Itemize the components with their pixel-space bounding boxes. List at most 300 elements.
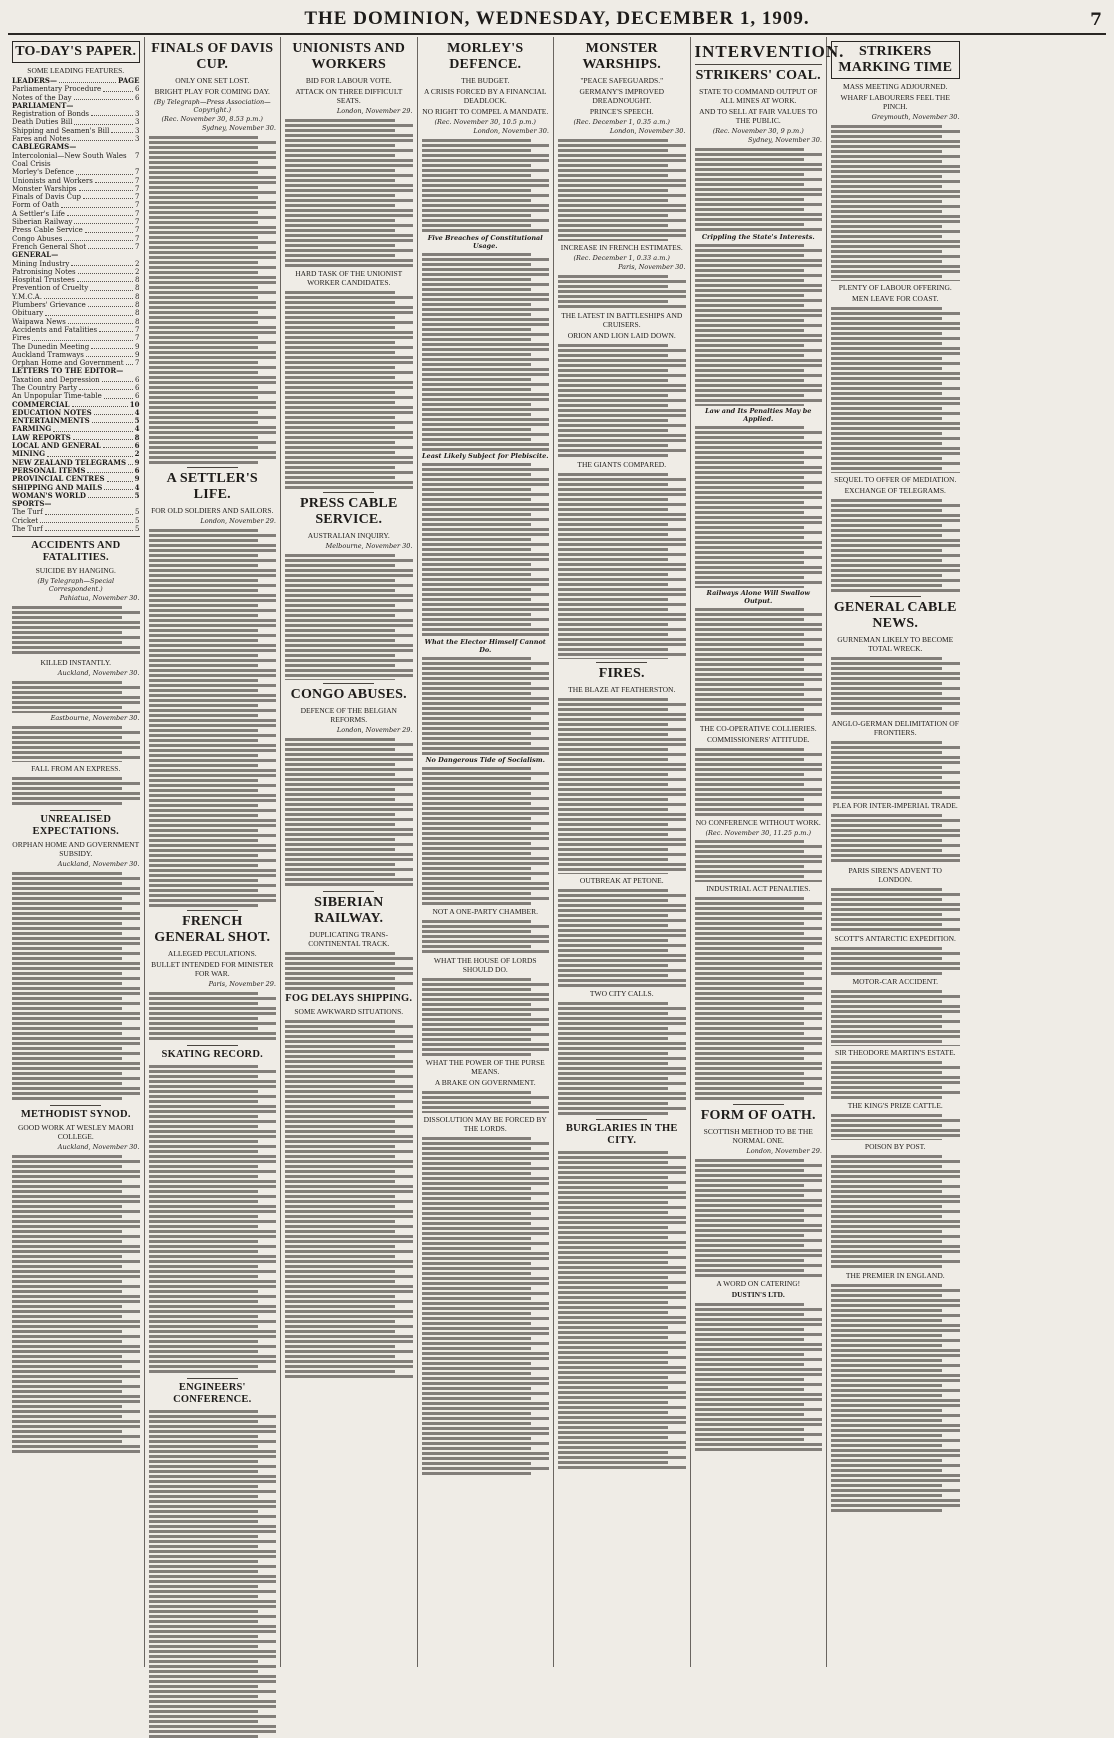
contents-item-label: Morley's Defence (12, 168, 74, 177)
column-4 (418, 37, 555, 1667)
contents-item-page: 7 (135, 325, 140, 334)
contents-item-label: Press Cable Service (12, 226, 83, 235)
article-text (831, 305, 960, 473)
article-text (695, 1157, 823, 1277)
contents-item-page: 9 (135, 342, 140, 351)
contents-item-label: ENTERTAINMENTS (12, 416, 90, 426)
contents-item-page: 4 (134, 482, 140, 492)
article-text (831, 945, 960, 975)
dateline: Paris, November 30. (618, 263, 686, 271)
contents-item-label: Death Duties Bill (12, 118, 73, 127)
leader-dots (76, 168, 133, 174)
contents-item-page: 7 (135, 234, 140, 243)
article-text (831, 886, 960, 932)
contents-item-page: 6 (135, 85, 140, 94)
contents-item (12, 201, 140, 209)
leader-dots (40, 517, 133, 523)
wharf-labourers-subheading: WHARF LABOURERS FEEL THE PINCH. (840, 93, 950, 111)
received-line: (Rec. November 30, 10.5 p.m.) (434, 118, 536, 126)
least-likely-subheading: Least Likely Subject for Plebiscite. (421, 452, 549, 460)
article-text (12, 1153, 140, 1453)
budget-subheading: THE BUDGET. (461, 76, 510, 85)
dateline: London, November 30. (473, 127, 549, 135)
exchange-telegrams-subheading: EXCHANGE OF TELEGRAMS. (844, 486, 946, 495)
dateline: Auckland, November 30. (57, 1143, 140, 1152)
railways-subheading: Railways Alone Will Swallow Output. (706, 589, 810, 605)
leader-dots (64, 235, 133, 241)
article-text (12, 724, 140, 762)
plenty-labour-subheading: PLENTY OF LABOUR OFFERING. (838, 283, 952, 292)
burglaries-heading: BURGLARIES IN THE CITY. (565, 1123, 678, 1146)
contents-item-page: 6 (134, 441, 140, 451)
article-text (831, 123, 960, 281)
article-text (831, 1112, 960, 1140)
contents-item-label: Form of Oath (12, 201, 60, 210)
leader-dots (99, 326, 133, 332)
contents-item-label: Unionists and Workers (12, 176, 93, 185)
leader-dots (74, 118, 133, 124)
leader-dots (83, 193, 133, 199)
contents-item-label: Mining Industry (12, 259, 70, 268)
dateline: Auckland, November 30. (57, 669, 140, 678)
princes-speech-subheading: PRINCE'S SPEECH. (589, 107, 654, 116)
article-text (558, 342, 686, 458)
contents-item-label: Taxation and Depression (12, 375, 100, 384)
kings-cattle-subheading: THE KING'S PRIZE CATTLE. (847, 1101, 943, 1110)
french-general-heading: FRENCH GENERAL SHOT. (154, 914, 271, 945)
contents-item-label: Shipping and Seamen's Bill (12, 126, 110, 135)
column-2 (145, 37, 282, 1667)
contents-item (12, 301, 140, 309)
article-text (422, 765, 550, 905)
article-text (149, 134, 277, 464)
article-text (12, 775, 140, 807)
contents-item (12, 326, 140, 334)
crisis-subheading: A CRISIS FORCED BY A FINANCIAL DEADLOCK. (424, 87, 547, 105)
leader-dots (103, 442, 133, 448)
article-text (149, 1408, 277, 1738)
contents-item-page: 4 (134, 424, 140, 434)
dateline: Melbourne, November 30. (325, 542, 413, 550)
leader-dots (74, 94, 133, 100)
contents-item-label: A Settler's Life (12, 209, 65, 218)
contents-item (12, 143, 140, 151)
article-text (285, 736, 413, 888)
contents-item-page: 8 (135, 284, 140, 293)
contents-item-label: Orphan Home and Government (12, 359, 124, 368)
leader-dots (73, 434, 133, 440)
contents-item (12, 168, 140, 176)
dateline: Greymouth, November 30. (871, 113, 960, 121)
leader-dots (67, 210, 133, 216)
leader-dots (88, 492, 133, 498)
article-text (12, 604, 140, 656)
article-text (831, 497, 960, 593)
leader-dots (79, 185, 134, 191)
dateline: London, November 29. (336, 726, 413, 734)
contents-item (12, 177, 140, 185)
contents-item (12, 517, 140, 525)
contents-item-page: 7 (135, 168, 140, 177)
dustins-advert-name: DUSTIN'S LTD. (731, 1290, 785, 1299)
contents-item-label: Plumbers' Grievance (12, 301, 86, 310)
contents-item-page: 8 (135, 276, 140, 285)
contents-item (12, 102, 140, 110)
leader-dots (87, 467, 132, 473)
engineers-heading: ENGINEERS' CONFERENCE. (173, 1382, 252, 1405)
leader-dots (78, 268, 133, 274)
article-text (558, 273, 686, 309)
theodore-martin-subheading: SIR THEODORE MARTIN'S ESTATE. (834, 1048, 956, 1057)
contents-item-label: The Country Party (12, 383, 78, 392)
leader-dots (86, 351, 133, 357)
article-text (831, 988, 960, 1046)
article-text (422, 251, 550, 451)
leader-dots (59, 77, 116, 83)
contents-item (12, 185, 140, 193)
article-text (422, 1089, 550, 1113)
leader-dots (74, 218, 133, 224)
received-line: (Rec. November 30, 9 p.m.) (712, 127, 804, 135)
leader-dots (72, 401, 128, 407)
awkward-situations-subheading: SOME AWKWARD SITUATIONS. (294, 1007, 404, 1016)
general-cable-heading: GENERAL CABLE NEWS. (833, 600, 957, 631)
contents-item-page: 3 (135, 135, 140, 144)
article-text (695, 146, 823, 232)
petone-subheading: OUTBREAK AT PETONE. (579, 876, 664, 885)
commissioners-subheading: COMMISSIONERS' ATTITUDE. (706, 735, 810, 744)
contents-item-page: 4 (134, 407, 140, 417)
leader-dots (45, 508, 133, 514)
leader-dots (85, 226, 133, 232)
contents-item-label: Fires (12, 334, 31, 343)
contents-item (12, 260, 140, 268)
wesley-college-subheading: GOOD WORK AT WESLEY MAORI COLLEGE. (17, 1123, 134, 1142)
dateline: London, November 29. (746, 1147, 822, 1155)
article-text (695, 606, 823, 722)
giants-compared-subheading: THE GIANTS COMPARED. (577, 460, 667, 469)
contents-item (12, 85, 140, 93)
contents-item (12, 525, 140, 533)
belgian-reforms-subheading: DEFENCE OF THE BELGIAN REFORMS. (300, 706, 397, 724)
press-cable-heading: PRESS CABLE SERVICE. (299, 496, 398, 527)
orphan-home-subheading: ORPHAN HOME AND GOVERNMENT SUBSIDY. (12, 840, 140, 859)
article-text (285, 552, 413, 680)
contents-item-page: 3 (135, 110, 140, 119)
article-text (422, 976, 550, 1056)
contents-item-page: 2 (135, 267, 140, 276)
leader-dots (88, 243, 133, 249)
contents-item (12, 309, 140, 317)
contents-item (12, 284, 140, 292)
leader-dots (72, 135, 133, 141)
sequel-subheading: SEQUEL TO OFFER OF MEDIATION. (834, 475, 957, 484)
fair-values-subheading: AND TO SELL AT FAIR VALUES TO THE PUBLIC. (699, 107, 818, 125)
contents-item-page: 7 (135, 201, 140, 210)
contents-item-label: The Turf (12, 508, 43, 517)
contents-item (12, 127, 140, 135)
leader-dots (90, 284, 133, 290)
article-text (12, 679, 140, 713)
leader-dots (45, 525, 133, 531)
contents-item-page: 9 (135, 350, 140, 359)
methodist-heading: METHODIST SYNOD. (20, 1109, 131, 1121)
contents-item (12, 268, 140, 276)
contents-item-label: LOCAL AND GENERAL (12, 441, 101, 451)
brake-subheading: A BRAKE ON GOVERNMENT. (434, 1078, 536, 1087)
contents-item-page: 7 (135, 334, 140, 343)
contents-item-page: 8 (135, 309, 140, 318)
contents-item-label: MINING (12, 449, 46, 459)
contents-item (12, 508, 140, 516)
column-6 (691, 37, 845, 1667)
contents-item (12, 384, 140, 392)
contents-item-label: LETTERS TO THE EDITOR— (12, 366, 124, 376)
column-7 (827, 37, 964, 1667)
bullet-subheading: BULLET INTENDED FOR MINISTER FOR WAR. (151, 960, 274, 978)
article-text (695, 424, 823, 588)
soldiers-sailors-subheading: FOR OLD SOLDIERS AND SAILORS. (151, 506, 274, 515)
congo-heading: CONGO ABUSES. (290, 687, 407, 702)
contents-item-label: Siberian Railway (12, 218, 73, 227)
contents-item (12, 251, 140, 259)
dreadnought-subheading: GERMANY'S IMPROVED DREADNOUGHT. (579, 87, 664, 105)
contents-item-label: The Dunedin Meeting (12, 342, 90, 351)
article-text (422, 137, 550, 233)
advert-text (695, 1301, 823, 1451)
contents-item-page: 3 (135, 126, 140, 135)
contents-item-page: 6 (135, 375, 140, 384)
french-estimates-subheading: INCREASE IN FRENCH ESTIMATES. (560, 243, 683, 252)
peculations-subheading: ALLEGED PECULATIONS. (167, 949, 257, 958)
article-text (831, 1059, 960, 1099)
contents-item-label: Notes of the Day (12, 93, 72, 102)
co-operative-subheading: THE CO-OPERATIVE COLLIERIES. (699, 724, 817, 733)
law-penalties-subheading: Law and Its Penalties May be Applied. (705, 407, 812, 423)
contents-item-page: 7 (135, 176, 140, 185)
mandate-subheading: NO RIGHT TO COMPEL A MANDATE. (422, 107, 549, 116)
industrial-act-subheading: INDUSTRIAL ACT PENALTIES. (706, 884, 811, 893)
davis-cup-subheading: ONLY ONE SET LOST. (175, 76, 250, 85)
scottish-method-subheading: SCOTTISH METHOD TO BE THE NORMAL ONE. (703, 1127, 813, 1145)
dateline: Sydney, November 30. (747, 136, 822, 144)
contents-item (12, 77, 140, 85)
article-text (285, 117, 413, 267)
elector-subheading: What the Elector Himself Cannot Do. (424, 638, 546, 654)
contents-item-page: 2 (134, 449, 140, 459)
anglo-german-subheading: ANGLO-GERMAN DELIMITATION OF FRONTIERS. (831, 719, 959, 737)
leader-dots (47, 450, 133, 456)
newspaper-title: THE DOMINION, WEDNESDAY, DECEMBER 1, 1909. (304, 8, 810, 29)
leader-dots (68, 318, 133, 324)
article-text (831, 1153, 960, 1269)
contents-item (12, 293, 140, 301)
leader-dots (91, 343, 133, 349)
article-text (831, 739, 960, 799)
credit-line: (By Telegraph—Press Association—Copyright.) (153, 98, 271, 114)
contents-item-page: 5 (135, 516, 140, 525)
article-text (695, 895, 823, 1101)
strikers-marking-heading: STRIKERS MARKING TIME (831, 41, 960, 79)
contents-item-page: 7 (135, 242, 140, 251)
received-line: (Rec. December 1, 0.35 a.m.) (573, 118, 670, 126)
motor-car-subheading: MOTOR-CAR ACCIDENT. (852, 977, 939, 986)
five-breaches-subheading: Five Breaches of Constitutional Usage. (427, 234, 543, 250)
article-text (558, 471, 686, 659)
contents-item-page: 6 (135, 93, 140, 102)
article-text (149, 1063, 277, 1375)
accidents-heading: ACCIDENTS AND FATALITIES. (31, 540, 121, 564)
contents-item-page: 3 (135, 118, 140, 127)
contents-item-label: Patronising Notes (12, 267, 76, 276)
catering-advert-heading: A WORD ON CATERING! (716, 1279, 801, 1288)
leader-dots (126, 359, 133, 365)
contents-item (12, 235, 140, 243)
contents-item-page: 7 (135, 193, 140, 202)
contents-item (12, 152, 140, 169)
dateline: London, November 29. (336, 107, 413, 115)
leader-dots (44, 293, 133, 299)
contents-item-label: Hospital Trustees (12, 276, 75, 285)
crippling-subheading: Crippling the State's Interests. (701, 233, 815, 241)
leader-dots (77, 276, 133, 282)
warships-heading: MONSTER WARSHIPS. (582, 41, 661, 72)
article-text (831, 655, 960, 717)
leader-dots (95, 177, 133, 183)
contents-item-label: LEADERS— (12, 76, 57, 85)
no-conference-subheading: NO CONFERENCE WITHOUT WORK. (695, 818, 821, 827)
contents-item-page: 7 (135, 226, 140, 235)
contents-item-label: Congo Abuses (12, 234, 63, 243)
column-container (8, 37, 1106, 1667)
article-text (695, 838, 823, 882)
featherston-subheading: THE BLAZE AT FEATHERSTON. (568, 685, 676, 694)
unrealised-heading: UNREALISED EXPECTATIONS. (32, 814, 120, 838)
peace-safeguards-subheading: "PEACE SAFEGUARDS." (580, 76, 664, 85)
contents-item (12, 343, 140, 351)
contents-item-label: COMMERCIAL (12, 399, 70, 409)
contents-item-label: SPORTS— (12, 499, 52, 509)
contents-item-page: 7 (135, 218, 140, 227)
contents-item-label: Obituary (12, 309, 44, 318)
contents-item-page: 8 (135, 317, 140, 326)
article-text (422, 655, 550, 755)
received-line: (Rec. November 30, 8.53 p.m.) (161, 115, 263, 123)
house-of-lords-subheading: WHAT THE HOUSE OF LORDS SHOULD DO. (433, 956, 537, 974)
column-3 (281, 37, 418, 1667)
dateline: London, November 30. (609, 127, 686, 135)
leader-dots (45, 309, 133, 315)
mass-meeting-subheading: MASS MEETING ADJOURNED. (843, 82, 948, 91)
contents-item-page: 5 (135, 525, 140, 534)
contents-item (12, 376, 140, 384)
contents-item-page: 8 (135, 301, 140, 310)
contents-item-page: 7 (135, 151, 140, 160)
contents-item-label: PERSONAL ITEMS (12, 465, 86, 475)
contents-item (12, 110, 140, 118)
article-text (831, 1282, 960, 1512)
article-text (149, 990, 277, 1042)
article-text (831, 812, 960, 864)
contents-item-label: The Turf (12, 525, 43, 534)
dateline: Sydney, November 30. (201, 124, 276, 132)
paris-siren-subheading: PARIS SIREN'S ADVENT TO LONDON. (848, 866, 942, 884)
poison-post-subheading: POISON BY POST. (864, 1142, 926, 1151)
leading-features-subheading: SOME LEADING FEATURES. (27, 66, 125, 75)
dateline: Eastbourne, November 30. (50, 714, 140, 723)
contents-item (12, 226, 140, 234)
purse-subheading: WHAT THE POWER OF THE PURSE MEANS. (425, 1058, 545, 1076)
contents-item-label: WOMAN'S WORLD (12, 490, 86, 500)
contents-item-label: PROVINCIAL CENTRES (12, 474, 105, 484)
contents-item-label: Y.M.C.A. (12, 292, 42, 301)
contents-item-label: French General Shot (12, 242, 87, 251)
contents-item-label: SHIPPING AND MAILS (12, 482, 103, 492)
state-output-subheading: STATE TO COMMAND OUTPUT OF ALL MINES AT WORK. (699, 87, 818, 105)
leader-dots (32, 334, 133, 340)
australian-inquiry-subheading: AUSTRALIAN INQUIRY. (307, 531, 390, 540)
contents-item-page: 7 (135, 184, 140, 193)
fog-heading: FOG DELAYS SHIPPING. (285, 993, 413, 1004)
contents-item (12, 318, 140, 326)
contents-item-page: 7 (135, 359, 140, 368)
contents-item-page: 6 (135, 383, 140, 392)
leader-dots (94, 409, 133, 415)
leader-dots (107, 475, 133, 481)
article-text (422, 1135, 550, 1475)
premier-england-subheading: THE PREMIER IN ENGLAND. (845, 1271, 945, 1280)
contents-item (12, 218, 140, 226)
siberian-heading: SIBERIAN RAILWAY. (314, 895, 384, 926)
contents-item-page: 8 (134, 432, 140, 442)
labour-vote-subheading: BID FOR LABOUR VOTE. (305, 76, 392, 85)
settlers-life-heading: A SETTLER'S LIFE. (166, 471, 258, 502)
contents-list (12, 77, 140, 533)
leader-dots (111, 127, 133, 133)
leader-dots (104, 392, 133, 398)
inter-imperial-subheading: PLEA FOR INTER-IMPERIAL TRADE. (832, 801, 958, 810)
contents-item-label: Prevention of Cruelty (12, 284, 89, 293)
socialism-subheading: No Dangerous Tide of Socialism. (425, 756, 545, 764)
leader-dots (71, 260, 133, 266)
contents-item-page: 5 (134, 416, 140, 426)
contents-item (12, 367, 140, 375)
contents-item-label: CABLEGRAMS— (12, 142, 77, 152)
article-text (422, 918, 550, 954)
masthead (8, 6, 1106, 35)
contents-item-label: Auckland Tramways (12, 350, 84, 359)
article-text (285, 950, 413, 990)
article-text (695, 746, 823, 816)
contents-item-label: GENERAL— (12, 250, 59, 260)
column-1 (8, 37, 145, 1667)
contents-item (12, 118, 140, 126)
contents-item (12, 351, 140, 359)
contents-item-label: Monster Warships (12, 184, 77, 193)
leader-dots (79, 384, 133, 390)
leader-dots (92, 417, 133, 423)
credit-line: (By Telegraph—Special Correspondent.) (37, 577, 115, 594)
men-leave-subheading: MEN LEAVE FOR COAST. (852, 294, 939, 303)
page-number: 7 (1090, 10, 1102, 30)
contents-item-page: 6 (135, 392, 140, 401)
column-5 (554, 37, 691, 1667)
contents-item-label: EDUCATION NOTES (12, 407, 92, 417)
contents-item-label: Intercolonial—New South Wales Coal Crisis (12, 151, 127, 168)
latest-battleships-subheading: THE LATEST IN BATTLESHIPS AND CRUISERS. (561, 311, 683, 329)
contents-item-label: Waipawa News (12, 317, 66, 326)
article-text (285, 1018, 413, 1378)
